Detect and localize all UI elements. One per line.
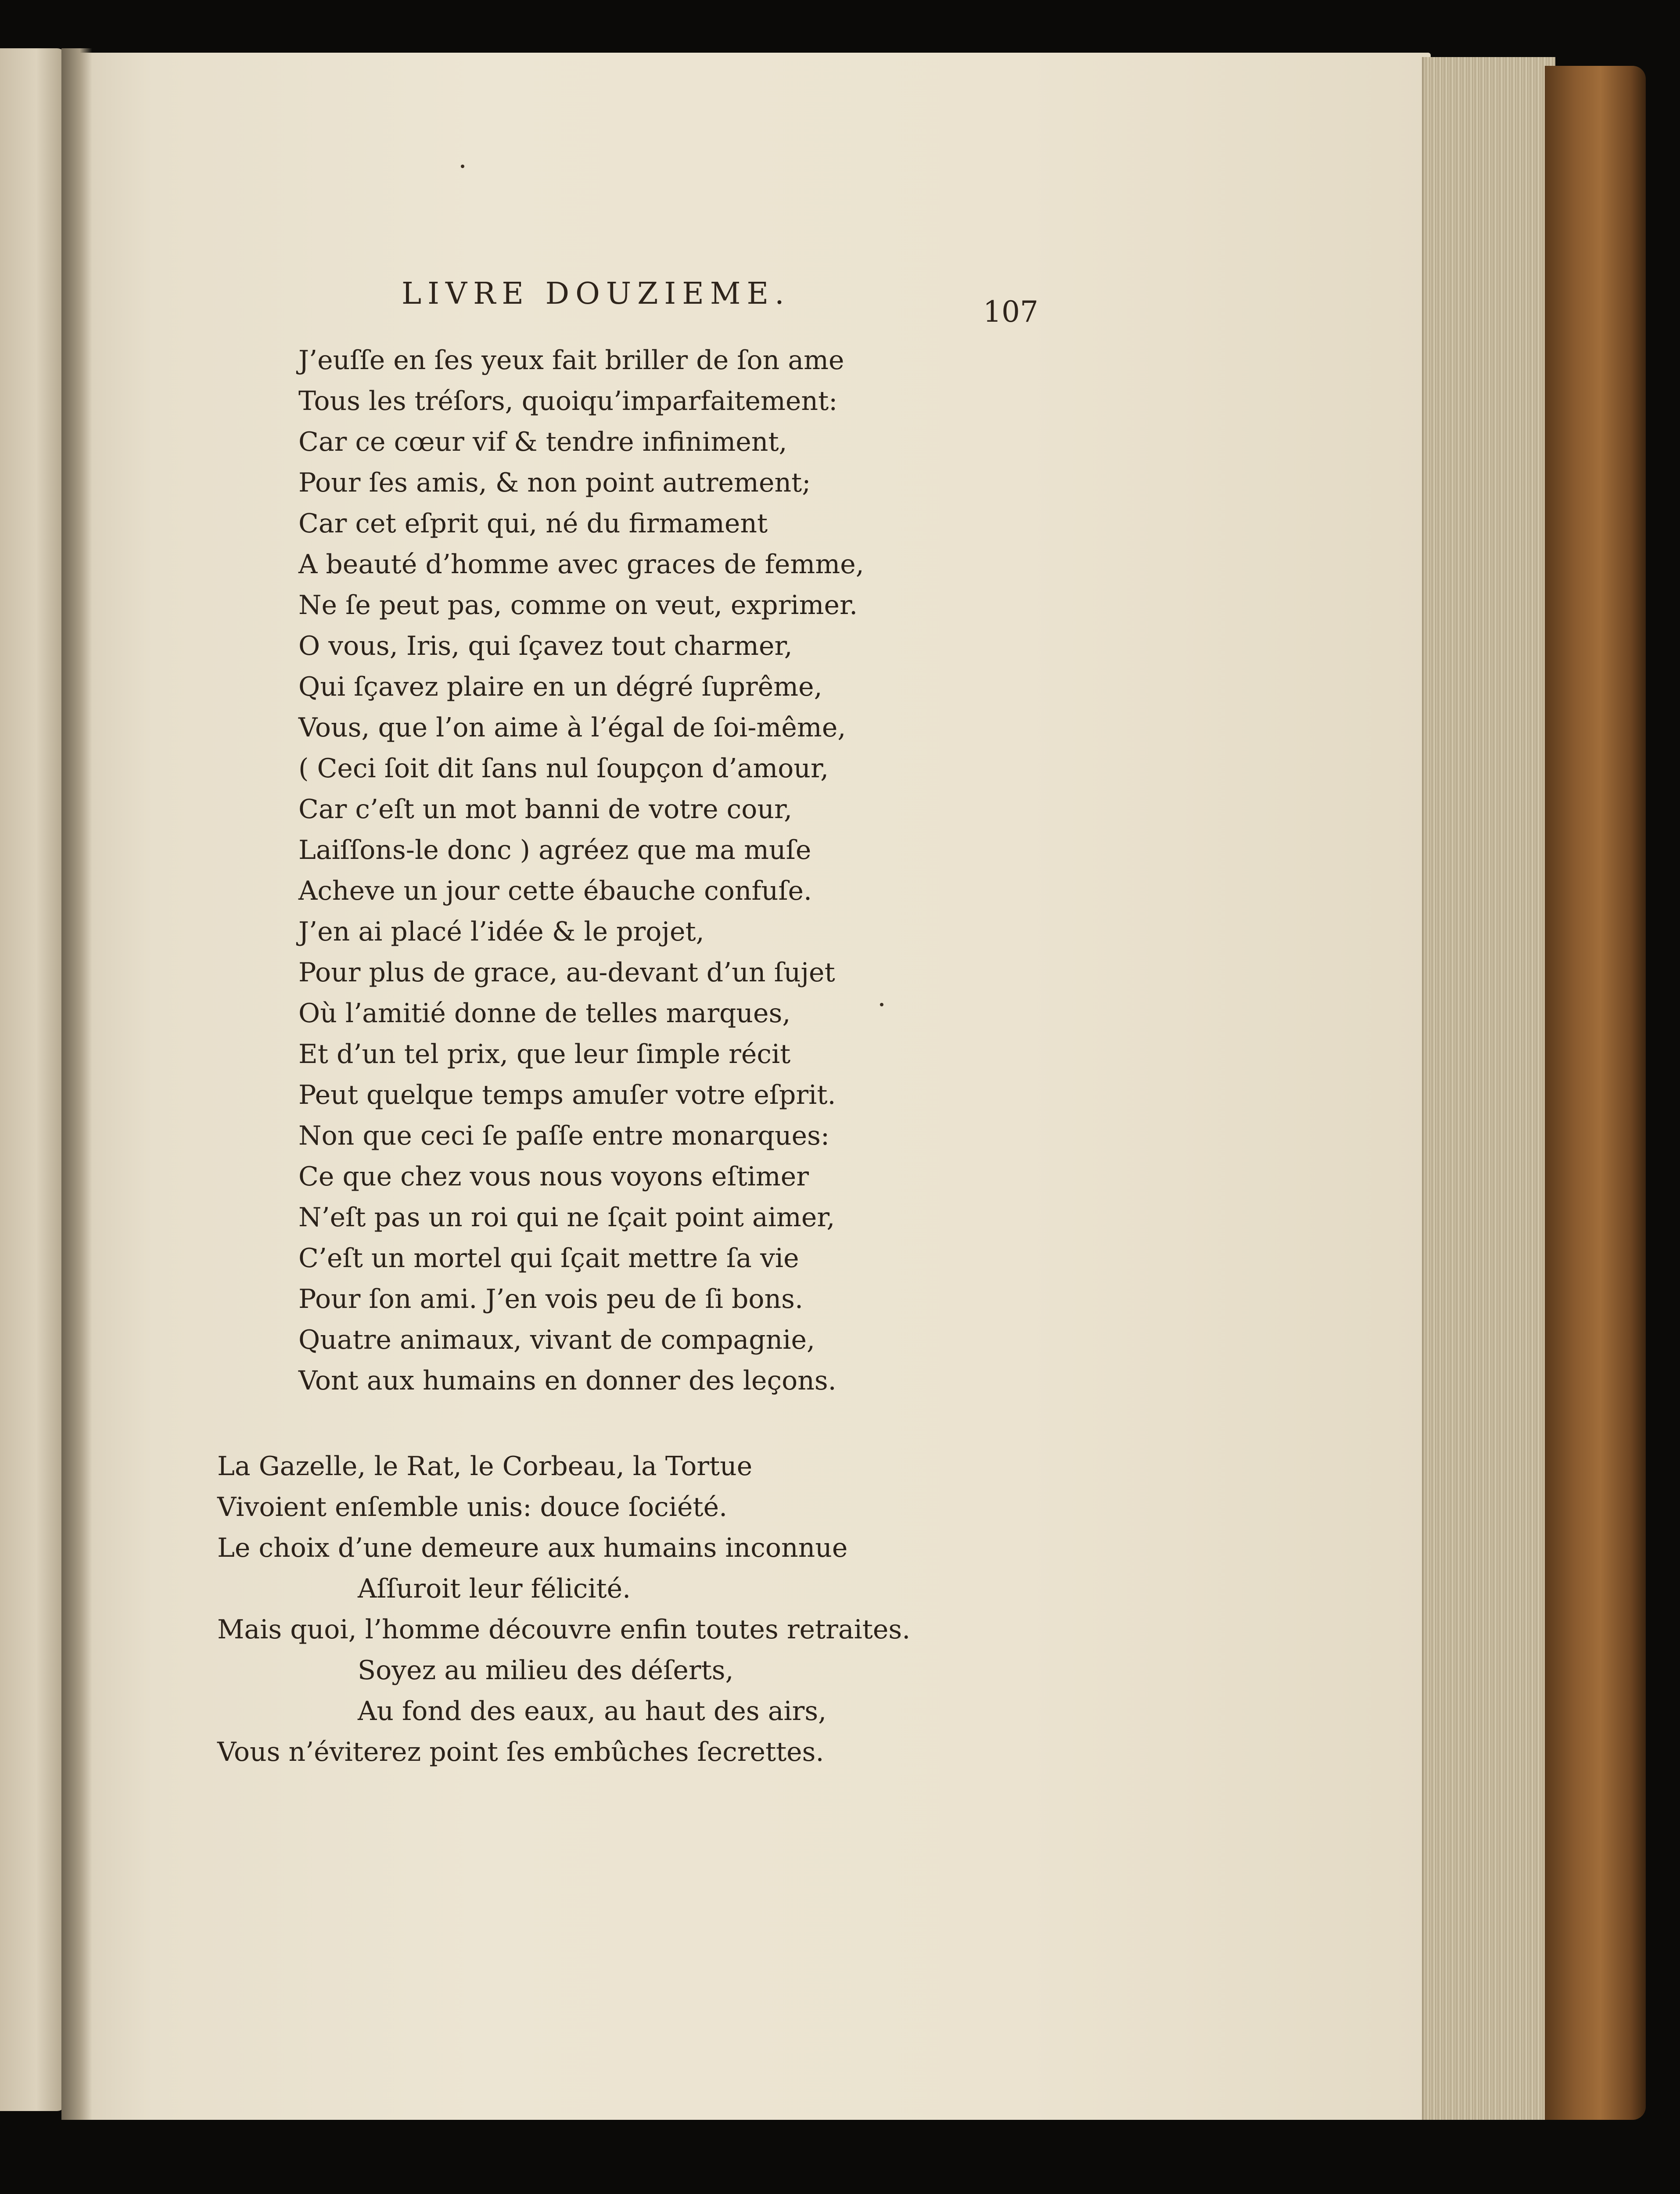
page-number: 107	[983, 295, 1038, 329]
verse-line: Aſſuroit leur félicité.	[358, 1573, 631, 1604]
verse-line: Car c’eſt un mot banni de votre cour,	[298, 794, 793, 825]
verse-line: J’en ai placé l’idée & le projet,	[298, 916, 704, 947]
verse-line: Qui ſçavez plaire en un dégré ſuprême,	[298, 671, 822, 702]
verse-line: J’euſſe en ſes yeux fait briller de ſon ame	[298, 345, 844, 376]
verse-line: O vous, Iris, qui ſçavez tout charmer,	[298, 631, 793, 661]
leather-cover	[1545, 66, 1646, 2120]
verse-line: Tous les tréſors, quoiqu’imparfaitement:	[298, 386, 838, 417]
verse-line: Ce que chez vous nous voyons eſtimer	[298, 1161, 809, 1192]
verse-line: Non que ceci ſe paſſe entre monarques:	[298, 1120, 830, 1151]
verse-line: Mais quoi, l’homme découvre enfin toutes retraites.	[217, 1614, 911, 1645]
verse-line: Laiſſons-le donc ) agréez que ma muſe	[298, 835, 811, 865]
verse-line: Pour plus de grace, au-devant d’un ſujet	[298, 957, 835, 988]
verse-line: Ne ſe peut pas, comme on veut, exprimer.	[298, 590, 858, 621]
verse-line: C’eſt un mortel qui ſçait mettre ſa vie	[298, 1243, 799, 1274]
verse-line: Pour ſon ami. J’en vois peu de ſi bons.	[298, 1284, 804, 1314]
verse-line: Soyez au milieu des déſerts,	[358, 1655, 734, 1686]
verse-line: Vont aux humains en donner des leçons.	[298, 1365, 836, 1396]
verse-line: Acheve un jour cette ébauche confuſe.	[298, 876, 812, 906]
ink-speck	[461, 165, 464, 168]
verse-line: Vivoient enſemble unis: douce ſociété.	[217, 1492, 728, 1523]
verse-line: Quatre animaux, vivant de compagnie,	[298, 1325, 815, 1355]
verse-line: La Gazelle, le Rat, le Corbeau, la Tortue	[217, 1451, 753, 1482]
verse-line: Car cet eſprit qui, né du firmament	[298, 508, 768, 539]
page-edges	[1422, 57, 1555, 2120]
verse-stanza-2	[217, 1446, 910, 1773]
verse-line: Au fond des eaux, au haut des airs,	[358, 1696, 827, 1727]
verse-line: Où l’amitié donne de telles marques,	[298, 998, 791, 1029]
verse-stanza-1	[298, 340, 864, 1401]
left-facing-page	[0, 48, 66, 2111]
verse-line: N’eſt pas un roi qui ne ſçait point aimer,	[298, 1202, 835, 1233]
verse-line: A beauté d’homme avec graces de femme,	[298, 549, 864, 580]
verse-line: Le choix d’une demeure aux humains inconnue	[217, 1533, 848, 1563]
gutter-shadow	[61, 48, 92, 2120]
verse-line: Et d’un tel prix, que leur ſimple récit	[298, 1039, 791, 1070]
verse-line: Vous n’éviterez point ſes embûches ſecrettes.	[217, 1737, 824, 1767]
verse-line: ( Ceci ſoit dit ſans nul ſoupçon d’amour,	[298, 753, 829, 784]
verse-line: Car ce cœur vif & tendre infiniment,	[298, 427, 787, 457]
running-head: LIVRE DOUZIEME.	[402, 276, 790, 311]
verse-line: Peut quelque temps amuſer votre eſprit.	[298, 1080, 836, 1110]
ink-speck	[880, 1003, 883, 1006]
verse-line: Pour ſes amis, & non point autrement;	[298, 467, 811, 498]
verse-line: Vous, que l’on aime à l’égal de ſoi-même,	[298, 712, 846, 743]
